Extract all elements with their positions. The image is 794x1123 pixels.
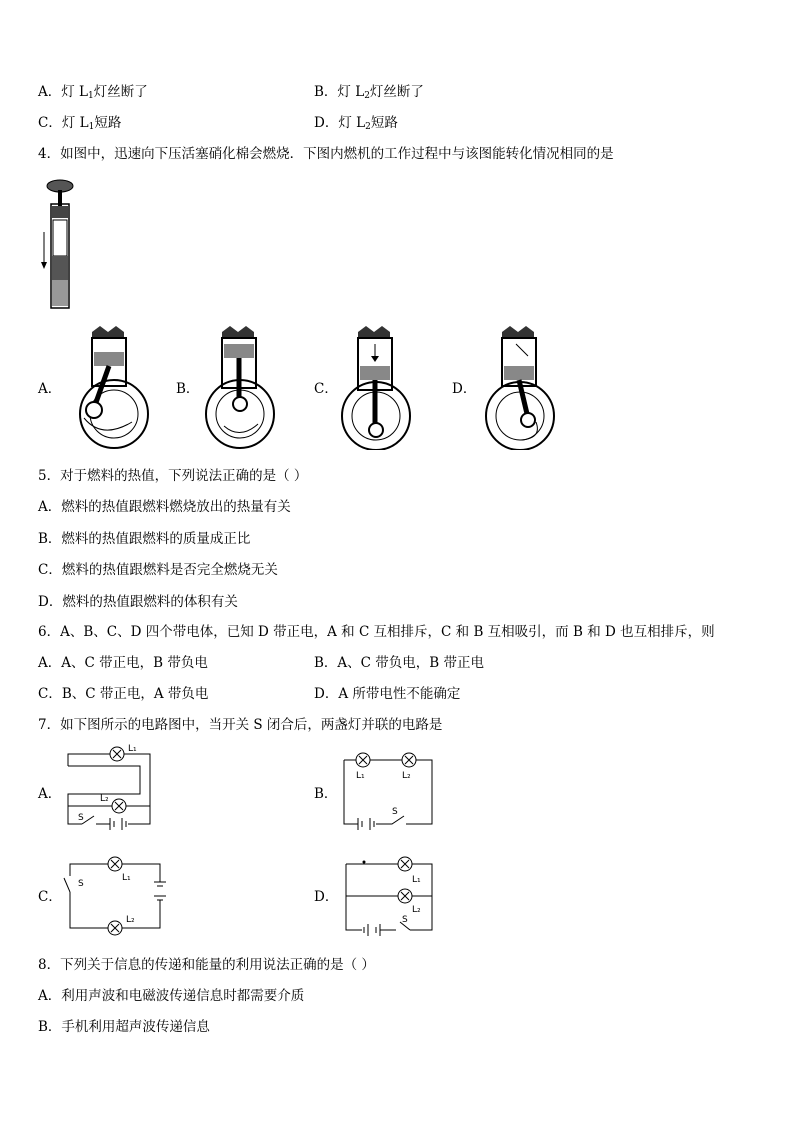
circuit-b-label-l1: L₁ bbox=[356, 771, 365, 781]
q8-option-a: A．利用声波和电磁波传递信息时都需要介质 bbox=[38, 988, 305, 1004]
q8-stem: 8．下列关于信息的传递和能量的利用说法正确的是（ ） bbox=[38, 957, 375, 973]
q4-option-a-label: A． bbox=[38, 381, 62, 397]
circuit-a-label-l1: L₁ bbox=[128, 744, 137, 754]
q7-option-a-label: A． bbox=[38, 786, 62, 802]
circuit-figure-c bbox=[60, 852, 180, 938]
q6-stem: 6．A、B、C、D 四个带电体，已知 D 带正电，A 和 C 互相排斥，C 和 B 互相吸引，而 B 和 D 也互相排斥，则 bbox=[38, 624, 715, 640]
q6-option-c: C．B、C 带正电，A 带负电 bbox=[38, 686, 209, 702]
q4-option-c-label: C． bbox=[314, 381, 338, 397]
q4-option-b-label: B． bbox=[176, 381, 200, 397]
circuit-c-label-l2: L₂ bbox=[126, 915, 135, 925]
q7-stem: 7．如下图所示的电路图中，当开关 S 闭合后，两盏灯并联的电路是 bbox=[38, 717, 443, 733]
circuit-d-label-l1: L₁ bbox=[412, 875, 421, 885]
engine-figure-d bbox=[476, 322, 582, 450]
q6-option-d: D．A 所带电性不能确定 bbox=[314, 686, 461, 702]
q3-option-d: D．灯 $L_2$短路 bbox=[314, 115, 398, 132]
circuit-c-label-s: S bbox=[78, 879, 84, 889]
q3-option-c: C．灯 $L_1$短路 bbox=[38, 115, 122, 132]
circuit-figure-a bbox=[60, 744, 160, 836]
circuit-a-label-l2: L₂ bbox=[100, 794, 109, 804]
q5-option-a: A．燃料的热值跟燃料燃烧放出的热量有关 bbox=[38, 499, 291, 515]
q5-option-c: C．燃料的热值跟燃料是否完全燃烧无关 bbox=[38, 562, 278, 578]
q5-stem: 5．对于燃料的热值，下列说法正确的是（ ） bbox=[38, 468, 308, 484]
q4-option-d-label: D． bbox=[452, 381, 477, 397]
engine-figure-c bbox=[338, 322, 444, 450]
q8-option-b: B．手机利用超声波传递信息 bbox=[38, 1019, 210, 1035]
q3-option-a: A．灯 $L_1$灯丝断了 bbox=[38, 84, 148, 101]
q4-stem: 4．如图中，迅速向下压活塞硝化棉会燃烧．下图内燃机的工作过程中与该图能转化情况相同的是 bbox=[38, 146, 614, 162]
q7-option-d-label: D． bbox=[314, 889, 339, 905]
piston-tube-figure bbox=[38, 172, 88, 312]
engine-figure-a bbox=[62, 322, 168, 450]
circuit-b-label-s: S bbox=[392, 807, 398, 817]
q7-option-c-label: C． bbox=[38, 889, 62, 905]
q5-option-d: D．燃料的热值跟燃料的体积有关 bbox=[38, 594, 238, 610]
q6-option-a: A．A、C 带正电，B 带负电 bbox=[38, 655, 208, 671]
circuit-figure-b bbox=[338, 744, 438, 830]
q6-option-b: B．A、C 带负电，B 带正电 bbox=[314, 655, 485, 671]
circuit-a-label-s: S bbox=[78, 813, 84, 823]
circuit-figure-d bbox=[338, 852, 438, 938]
q5-option-b: B．燃料的热值跟燃料的质量成正比 bbox=[38, 531, 251, 547]
circuit-d-label-l2: L₂ bbox=[412, 905, 421, 915]
circuit-d-label-s: S bbox=[402, 915, 408, 925]
circuit-b-label-l2: L₂ bbox=[402, 771, 411, 781]
circuit-c-label-l1: L₁ bbox=[122, 873, 131, 883]
engine-figure-b bbox=[200, 322, 306, 450]
q3-option-b: B．灯 $L_2$灯丝断了 bbox=[314, 84, 424, 101]
q7-option-b-label: B． bbox=[314, 786, 338, 802]
